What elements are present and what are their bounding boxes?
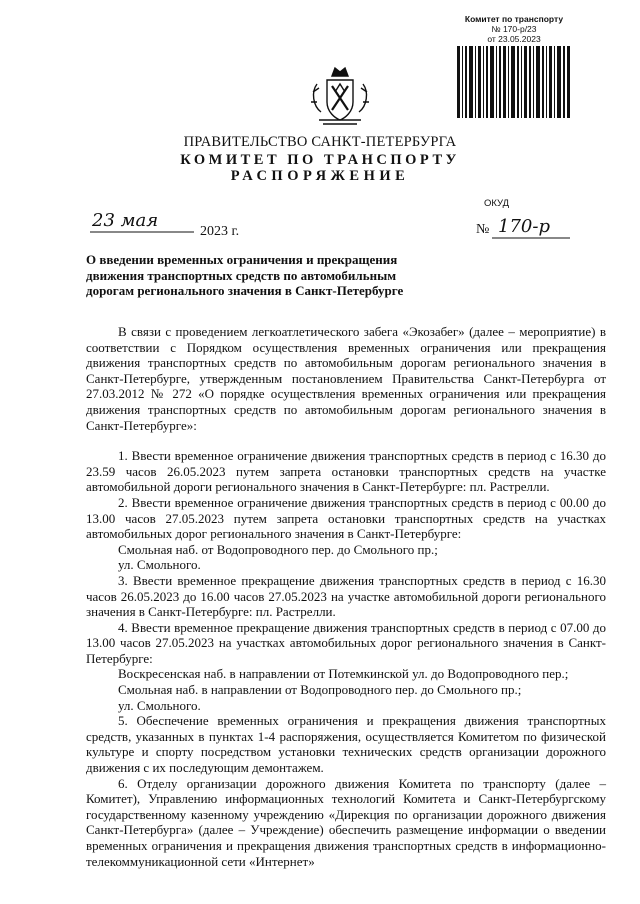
stamp-line-date: от 23.05.2023 [487, 34, 541, 44]
road-list-item: ул. Смольного. [118, 557, 201, 573]
stamp-line-org: Комитет по транспорту [464, 14, 564, 24]
document-type: РАСПОРЯЖЕНИЕ [230, 168, 410, 184]
handwritten-number [492, 208, 572, 242]
clause-paragraph: 5. Обеспечение временных ограничения и прекращения движения транспортных средств, указанных в пунктах 1-4 распоряжения, осуществляется Комитетом по физической культуре и спорту посредством установки технических средств организации дорожного движения с их последующим демонтажем. [86, 713, 606, 776]
okud-label: ОКУД [484, 198, 510, 209]
stamp-line-number: № 170-р/23 [491, 24, 537, 34]
road-list-item: Воскресенская наб. в направлении от Потемкинской ул. до Водопроводного пер.; [118, 666, 569, 682]
svg-text:23 мая: 23 мая [92, 210, 159, 231]
coat-of-arms-emblem [305, 62, 375, 132]
handwritten-date [90, 206, 196, 238]
preamble-paragraph: В связи с проведением легкоатлетического забега «Экозабег» (далее – мероприятие) в соответствии с Порядком осуществления временных ограничения или прекращения движения транспортных средств по автомобильным дорогам регионального значения в Санкт-Петербурге, утвержденным постановлением Правительства Санкт-Петербурга от 27.03.2012 № 272 «О порядке осуществления временных ограничения или прекращения движения транспортных средств по автомобильным дорогам регионального значения в Санкт-Петербурге»: [86, 324, 606, 433]
road-list-item: ул. Смольного. [118, 697, 201, 713]
government-name: ПРАВИТЕЛЬСТВО САНКТ-ПЕТЕРБУРГА [183, 134, 457, 150]
clause-paragraph: 2. Ввести временное ограничение движения транспортных средств в период с 00.00 до 13.00 часов 27.05.2023 путем запрета остановки транспортных средств на участках автомобильных дорог регионального значения в Санкт-Петербурге: [86, 494, 606, 542]
road-list-item: Смольная наб. от Водопроводного пер. до Смольного пр.; [118, 541, 438, 557]
clause-paragraph: 1. Ввести временное ограничение движения транспортных средств в период с 16.30 до 23.59 часов 26.05.2023 путем запрета остановки транспортных средств на участке автомобильной дороги регионального значения в Санкт-Петербурге: пл. Растрелли. [86, 448, 606, 495]
document-body [86, 324, 606, 869]
clause-paragraph: 4. Ввести временное прекращение движения транспортных средств в период с 07.00 до 13.00 часов 27.05.2023 на участках автомобильных дорог регионального значения в Санкт-Петербурге: [86, 619, 606, 666]
date-year: 2023 г. [200, 224, 240, 239]
committee-name: КОМИТЕТ ПО ТРАНСПОРТУ [180, 152, 460, 168]
number-sign: № [476, 222, 490, 237]
barcode-image [457, 46, 571, 118]
registration-stamp [455, 14, 573, 44]
svg-text:170-р: 170-р [498, 216, 550, 237]
clause-paragraph: 6. Отделу организации дорожного движения Комитета по транспорту (далее – Комитет), Управлению информационных технологий Комитета и Санкт-Петербургскому государственному казенному учреждению «Дирекция по организации дорожного движения Санкт-Петербурга» (далее – Учреждение) обеспечить размещение информации о введении временных ограничения и прекращения движения транспортных средств в информационно-телекоммуникационной сети «Интернет» [86, 775, 606, 869]
document-title: О введении временных ограничения и прекращения движения транспортных средств по автомобильным дорогам регионального значения в Санкт-Петербурге [86, 252, 404, 298]
road-list-item: Смольная наб. в направлении от Водопроводного пер. до Смольного пр.; [118, 682, 522, 698]
clause-paragraph: 3. Ввести временное прекращение движения транспортных средств в период с 16.30 часов 26.05.2023 до 16.00 часов 27.05.2023 на участке автомобильной дороги регионального значения в Санкт-Петербурге: пл. Растрелли. [86, 572, 606, 620]
